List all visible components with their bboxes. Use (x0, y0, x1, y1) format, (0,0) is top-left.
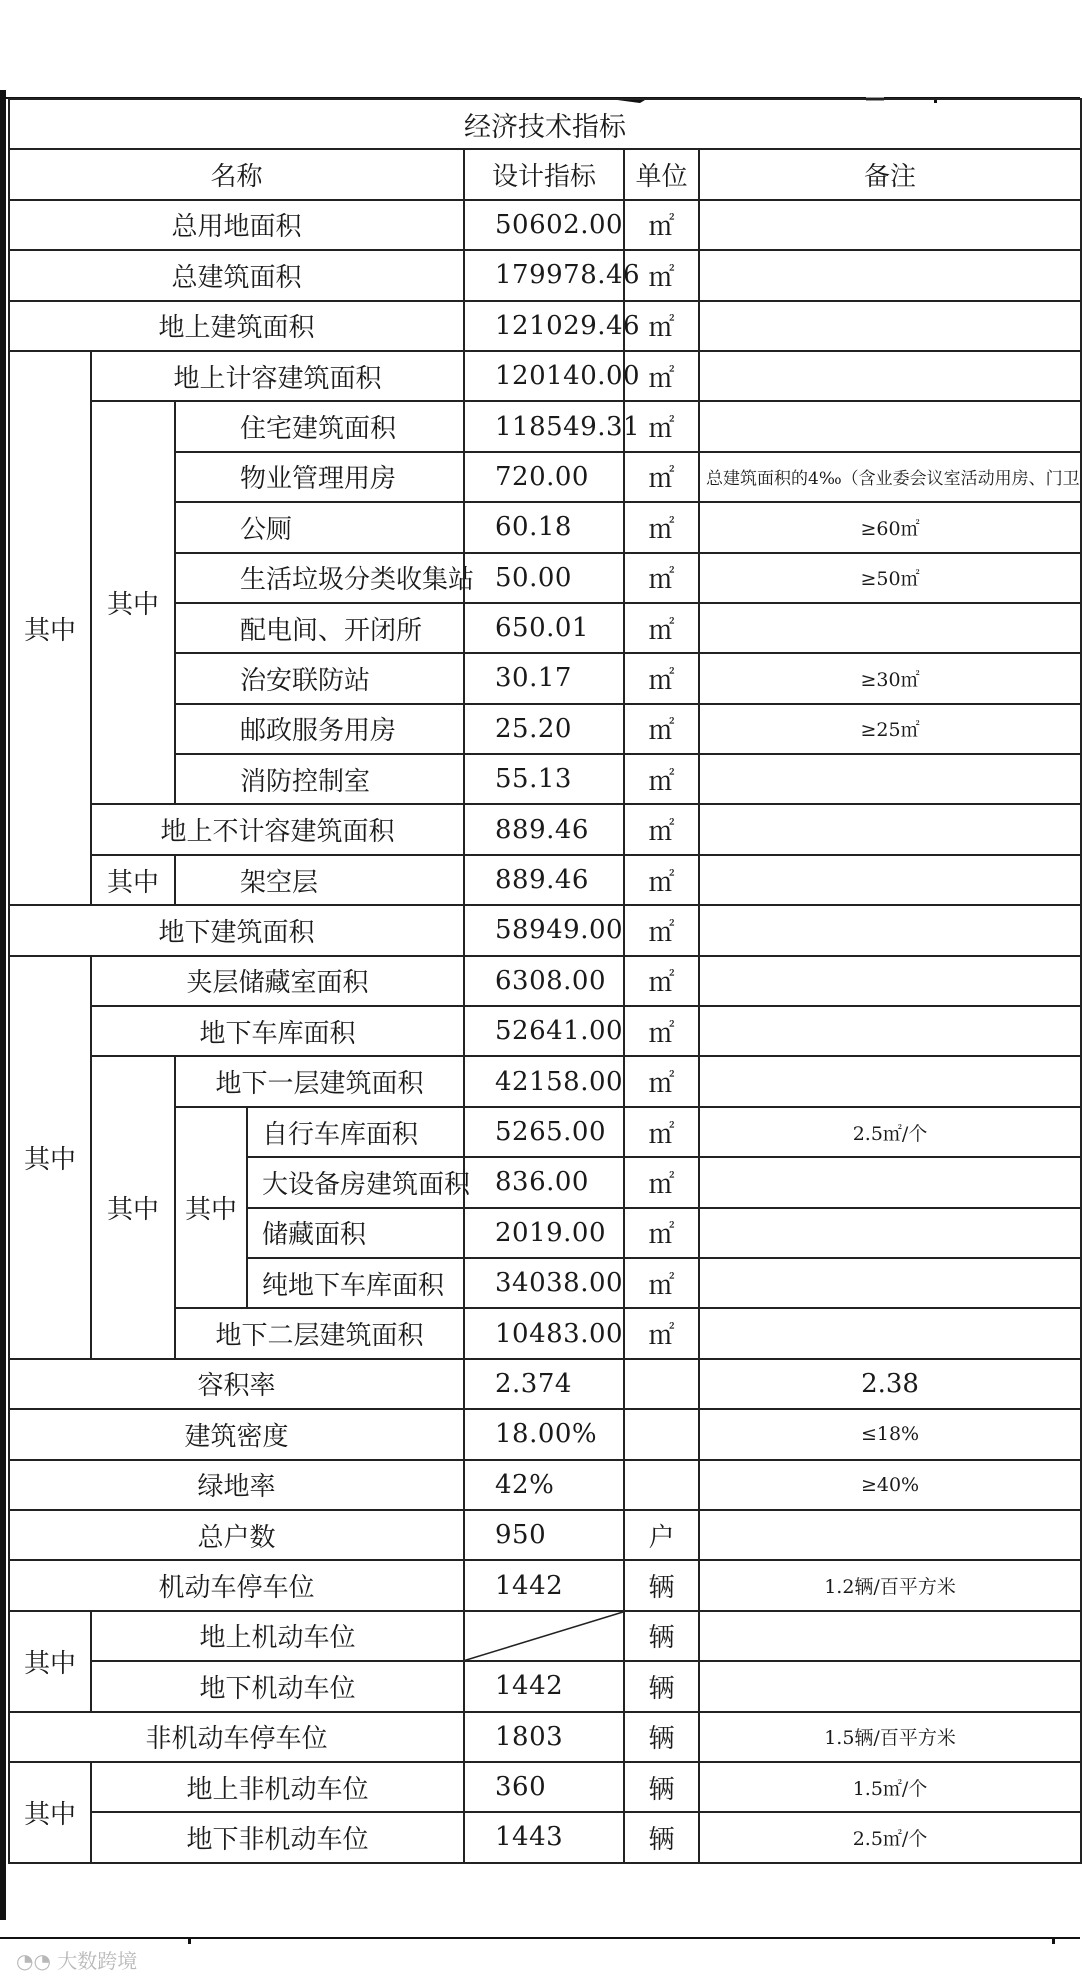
row-value: 18.00% (464, 1409, 624, 1459)
row-note (699, 200, 1081, 250)
row-unit (624, 1460, 699, 1510)
row-value: 836.00 (464, 1157, 624, 1207)
page-bottom-edge (0, 1930, 1080, 1938)
row-note (699, 1157, 1081, 1207)
table-row (9, 905, 1081, 955)
row-value: 179978.46 (464, 250, 624, 300)
row-note (699, 1056, 1081, 1106)
row-note: 1.5㎡/个 (699, 1762, 1081, 1812)
row-note (699, 1308, 1081, 1358)
row-unit: ㎡ (624, 1157, 699, 1207)
subgroup-label: 其中 (91, 855, 175, 905)
group-label: 其中 (9, 1762, 91, 1863)
row-name: 公厕 (175, 502, 464, 552)
table-row (9, 1712, 1081, 1762)
page-top-edge (0, 90, 1080, 98)
row-name: 纯地下车库面积 (247, 1258, 464, 1308)
row-name: 机动车停车位 (9, 1560, 464, 1610)
row-name: 物业管理用房 (175, 452, 464, 502)
row-name: 生活垃圾分类收集站 (175, 553, 464, 603)
row-value: 1443 (464, 1812, 624, 1862)
row-unit: ㎡ (624, 1006, 699, 1056)
table-row (9, 1762, 1081, 1812)
table-row (9, 200, 1081, 250)
row-note (699, 250, 1081, 300)
row-unit (624, 1359, 699, 1409)
table-row (9, 1409, 1081, 1459)
row-note (699, 1510, 1081, 1560)
row-name: 住宅建筑面积 (175, 401, 464, 451)
row-name: 地下非机动车位 (91, 1812, 464, 1862)
row-name: 配电间、开闭所 (175, 603, 464, 653)
row-unit: 辆 (624, 1762, 699, 1812)
row-name: 非机动车停车位 (9, 1712, 464, 1762)
watermark-logo (16, 1945, 137, 1974)
row-name: 总用地面积 (9, 200, 464, 250)
row-unit: ㎡ (624, 1107, 699, 1157)
row-unit: ㎡ (624, 301, 699, 351)
row-name: 地上建筑面积 (9, 301, 464, 351)
row-name: 地下机动车位 (91, 1661, 464, 1711)
watermark-text: 大数跨境 (57, 1949, 138, 1973)
row-unit: ㎡ (624, 956, 699, 1006)
row-name: 夹层储藏室面积 (91, 956, 464, 1006)
row-name: 建筑密度 (9, 1409, 464, 1459)
row-note (699, 1208, 1081, 1258)
row-unit: ㎡ (624, 200, 699, 250)
row-unit: 辆 (624, 1611, 699, 1661)
table-row (9, 1510, 1081, 1560)
row-value: 1442 (464, 1661, 624, 1711)
row-unit (624, 1409, 699, 1459)
row-note (699, 1258, 1081, 1308)
row-note: ≥60㎡ (699, 502, 1081, 552)
table-title: 经济技术指标 (9, 99, 1081, 149)
row-value: 25.20 (464, 704, 624, 754)
row-name: 邮政服务用房 (175, 704, 464, 754)
table-row (9, 1460, 1081, 1510)
row-note (699, 351, 1081, 401)
row-note (699, 956, 1081, 1006)
table-row (9, 1812, 1081, 1862)
header-value: 设计指标 (464, 149, 624, 199)
header-row (9, 149, 1081, 199)
row-note: ≤18% (699, 1409, 1081, 1459)
row-value: 10483.00 (464, 1308, 624, 1358)
row-value: 889.46 (464, 804, 624, 854)
row-note: ≥50㎡ (699, 553, 1081, 603)
row-value: 50602.00 (464, 200, 624, 250)
row-value: 2.374 (464, 1359, 624, 1409)
row-note (699, 1611, 1081, 1661)
header-note: 备注 (699, 149, 1081, 199)
row-value: 60.18 (464, 502, 624, 552)
row-value-empty-diagonal (464, 1611, 624, 1661)
economic-indicators-table (8, 98, 1082, 1864)
row-name: 储藏面积 (247, 1208, 464, 1258)
table-row (9, 1611, 1081, 1661)
table-row (9, 250, 1081, 300)
subgroup-label: 其中 (91, 401, 175, 804)
row-note: 1.2辆/百平方米 (699, 1560, 1081, 1610)
row-unit: ㎡ (624, 351, 699, 401)
economic-indicators-sheet (8, 98, 1080, 1916)
row-name: 容积率 (9, 1359, 464, 1409)
row-note: ≥40% (699, 1460, 1081, 1510)
table-row (9, 956, 1081, 1006)
row-note (699, 1661, 1081, 1711)
row-value: 121029.46 (464, 301, 624, 351)
watermark-icon: ◔◔ (16, 1949, 51, 1973)
row-note: 总建筑面积的4‰（含业委会议室活动用房、门卫 (699, 452, 1081, 502)
row-value: 650.01 (464, 603, 624, 653)
row-note: 1.5辆/百平方米 (699, 1712, 1081, 1762)
diagonal-slash (465, 1612, 623, 1660)
table-row (9, 1006, 1081, 1056)
row-name: 地下二层建筑面积 (175, 1308, 464, 1358)
row-unit: ㎡ (624, 250, 699, 300)
page-bottom-edge-marks (0, 1937, 1080, 1945)
row-name: 地下一层建筑面积 (175, 1056, 464, 1106)
group-label: 其中 (9, 1611, 91, 1712)
row-unit: ㎡ (624, 452, 699, 502)
table-row (9, 1056, 1081, 1106)
row-unit: ㎡ (624, 401, 699, 451)
row-unit: ㎡ (624, 502, 699, 552)
row-name: 治安联防站 (175, 653, 464, 703)
header-name: 名称 (9, 149, 464, 199)
table-title-row (9, 99, 1081, 149)
row-name: 地下车库面积 (91, 1006, 464, 1056)
row-value: 2019.00 (464, 1208, 624, 1258)
row-name: 地上非机动车位 (91, 1762, 464, 1812)
row-name: 消防控制室 (175, 754, 464, 804)
row-value: 1803 (464, 1712, 624, 1762)
row-unit: ㎡ (624, 704, 699, 754)
row-unit: ㎡ (624, 553, 699, 603)
row-unit: ㎡ (624, 855, 699, 905)
row-unit: ㎡ (624, 603, 699, 653)
row-note (699, 855, 1081, 905)
table-row (9, 401, 1081, 451)
row-unit: ㎡ (624, 804, 699, 854)
row-unit: 辆 (624, 1661, 699, 1711)
row-note (699, 603, 1081, 653)
row-note (699, 301, 1081, 351)
table-row (9, 301, 1081, 351)
row-name: 自行车库面积 (247, 1107, 464, 1157)
row-note: 2.38 (699, 1359, 1081, 1409)
row-unit: ㎡ (624, 754, 699, 804)
table-row (9, 1661, 1081, 1711)
row-note: ≥25㎡ (699, 704, 1081, 754)
row-note: 2.5㎡/个 (699, 1812, 1081, 1862)
row-unit: 户 (624, 1510, 699, 1560)
row-note (699, 905, 1081, 955)
row-value: 950 (464, 1510, 624, 1560)
table-row (9, 1560, 1081, 1610)
row-name: 架空层 (175, 855, 464, 905)
row-name: 总户数 (9, 1510, 464, 1560)
row-unit: 辆 (624, 1812, 699, 1862)
subgroup-label: 其中 (91, 1056, 175, 1358)
group-label: 其中 (9, 351, 91, 905)
row-note (699, 401, 1081, 451)
row-value: 42158.00 (464, 1056, 624, 1106)
row-value: 5265.00 (464, 1107, 624, 1157)
table-row (9, 351, 1081, 401)
subgroup-label: 其中 (175, 1107, 247, 1309)
row-unit: ㎡ (624, 1056, 699, 1106)
row-name: 地上计容建筑面积 (91, 351, 464, 401)
row-value: 55.13 (464, 754, 624, 804)
page-left-border (0, 90, 6, 1920)
row-unit: ㎡ (624, 905, 699, 955)
row-unit: ㎡ (624, 1308, 699, 1358)
table-row (9, 855, 1081, 905)
row-note (699, 1006, 1081, 1056)
row-value: 34038.00 (464, 1258, 624, 1308)
row-value: 30.17 (464, 653, 624, 703)
table-row (9, 1359, 1081, 1409)
row-unit: ㎡ (624, 1208, 699, 1258)
row-unit: ㎡ (624, 1258, 699, 1308)
row-value: 889.46 (464, 855, 624, 905)
row-note: ≥30㎡ (699, 653, 1081, 703)
row-value: 1442 (464, 1560, 624, 1610)
row-name: 大设备房建筑面积 (247, 1157, 464, 1207)
row-unit: 辆 (624, 1560, 699, 1610)
row-value: 58949.00 (464, 905, 624, 955)
row-name: 地上机动车位 (91, 1611, 464, 1661)
row-unit: 辆 (624, 1712, 699, 1762)
row-note: 2.5㎡/个 (699, 1107, 1081, 1157)
row-unit: ㎡ (624, 653, 699, 703)
row-value: 52641.00 (464, 1006, 624, 1056)
row-value: 6308.00 (464, 956, 624, 1006)
header-unit: 单位 (624, 149, 699, 199)
table-row (9, 804, 1081, 854)
row-value: 42% (464, 1460, 624, 1510)
row-name: 地下建筑面积 (9, 905, 464, 955)
row-value: 720.00 (464, 452, 624, 502)
row-value: 50.00 (464, 553, 624, 603)
row-name: 总建筑面积 (9, 250, 464, 300)
row-name: 绿地率 (9, 1460, 464, 1510)
row-note (699, 754, 1081, 804)
row-value: 360 (464, 1762, 624, 1812)
row-note (699, 804, 1081, 854)
row-value: 120140.00 (464, 351, 624, 401)
row-value: 118549.31 (464, 401, 624, 451)
group-label: 其中 (9, 956, 91, 1359)
row-name: 地上不计容建筑面积 (91, 804, 464, 854)
